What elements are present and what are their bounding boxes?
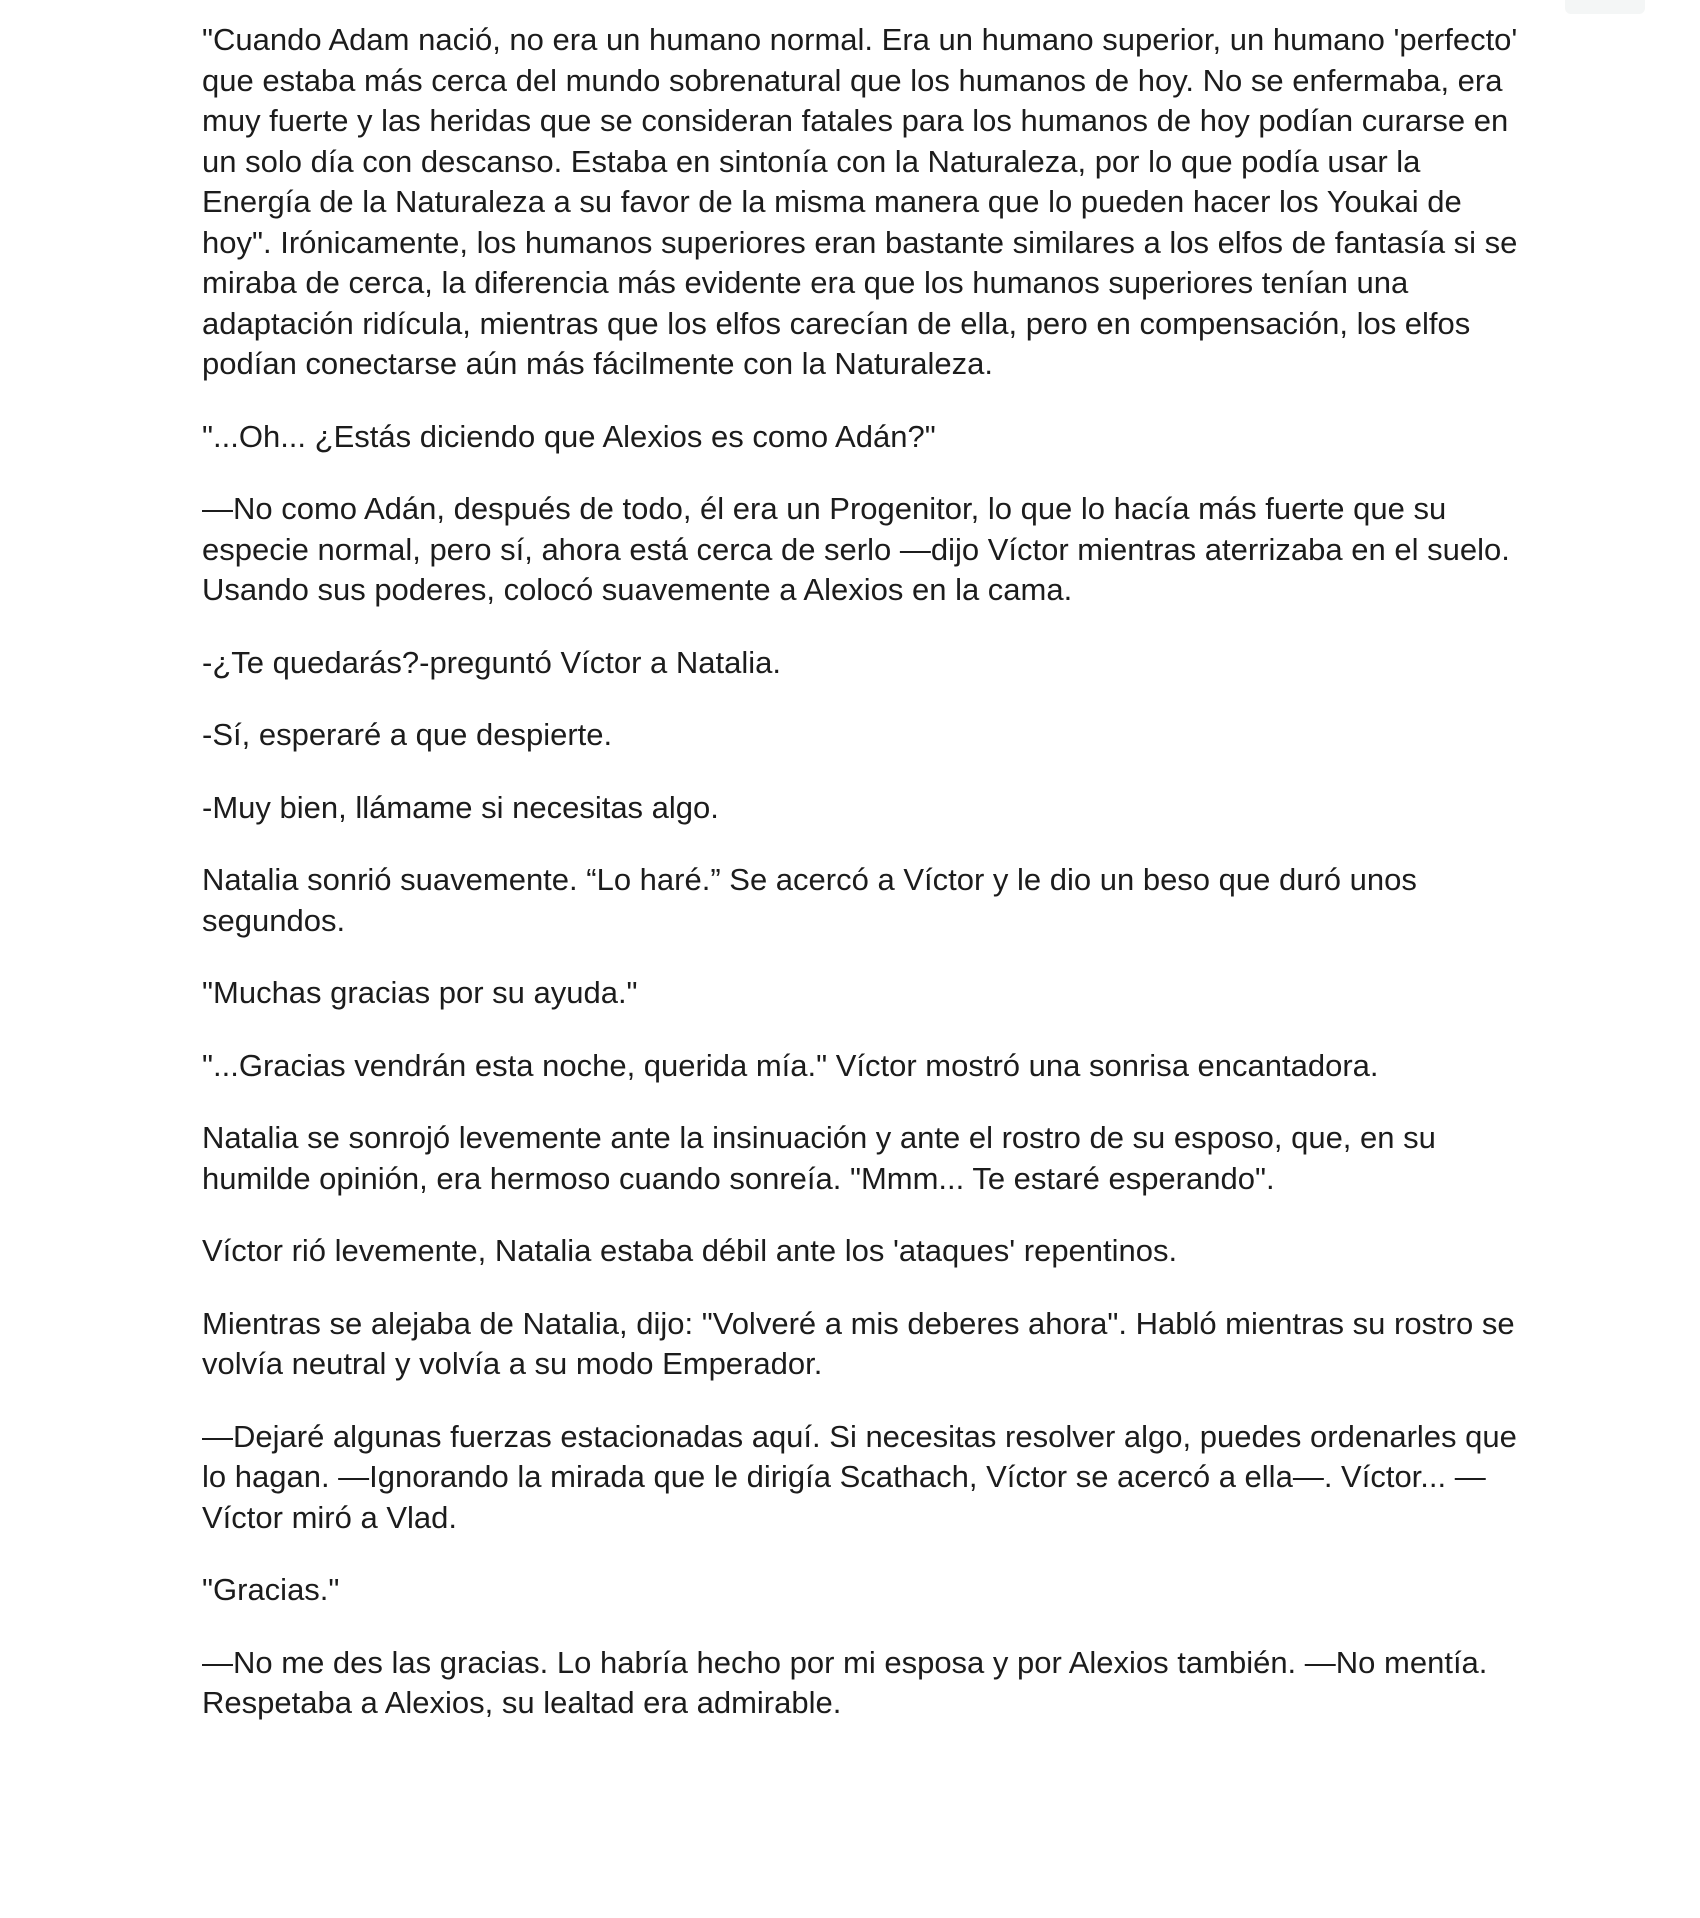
- paragraph-10: Natalia se sonrojó levemente ante la insinuación y ante el rostro de su esposo, que, en su humilde opinión, era hermoso cuando sonreía. "Mmm... Te estaré esperando".: [202, 1120, 1436, 1196]
- paragraph-11: Víctor rió levemente, Natalia estaba débil ante los 'ataques' repentinos.: [202, 1233, 1178, 1268]
- paragraph-6: -Muy bien, llámame si necesitas algo.: [202, 789, 719, 825]
- paragraph-9: "...Gracias vendrán esta noche, querida mía." Víctor mostró una sonrisa encantadora.: [202, 1047, 1379, 1083]
- paragraph-7: Natalia sonrió suavemente. “Lo haré.” Se acercó a Víctor y le dio un beso que duró unos segundos.: [202, 862, 1417, 938]
- paragraph-12: Mientras se alejaba de Natalia, dijo: "Volveré a mis deberes ahora". Habló mientras su rostro se volvía neutral y volvía a su modo Emperador.: [202, 1305, 1515, 1381]
- paragraph-5: -Sí, esperaré a que despierte.: [202, 717, 613, 752]
- page-corner-tab: [1565, 0, 1645, 14]
- paragraph-13: —Dejaré algunas fuerzas estacionadas aquí. Si necesitas resolver algo, puedes ordenarles que lo hagan. —Ignorando la mirada que le dirigía Scathach, Víctor se acercó a ella—. Víctor... —Víctor miró a Vlad.: [202, 1418, 1517, 1535]
- document-page: [202, 20, 1532, 1756]
- paragraph-3: —No como Adán, después de todo, él era un Progenitor, lo que lo hacía más fuerte que su especie normal, pero sí, ahora está cerca de serlo —dijo Víctor mientras aterrizaba en el suelo. Usando sus poderes, colocó suavemente a Alexios en la cama.: [202, 491, 1510, 607]
- paragraph-8: "Muchas gracias por su ayuda.": [202, 975, 638, 1010]
- paragraph-15: —No me des las gracias. Lo habría hecho por mi esposa y por Alexios también. —No mentía. Respetaba a Alexios, su lealtad era admirable.: [202, 1644, 1488, 1720]
- paragraph-4: -¿Te quedarás?-preguntó Víctor a Natalia.: [202, 644, 781, 680]
- paragraph-2: "...Oh... ¿Estás diciendo que Alexios es como Adán?": [202, 418, 936, 454]
- paragraph-1: "Cuando Adam nació, no era un humano normal. Era un humano superior, un humano 'perfecto' que estaba más cerca del mundo sobrenatural que los humanos de hoy. No se enfermaba, era muy fuerte y las heridas que se consideran fatales para los humanos de hoy podían curarse en un solo día con descanso. Estaba en sintonía con la Naturaleza, por lo que podía usar la Energía de la Naturaleza a su favor de la misma manera que lo pueden hacer los Youkai de hoy". Irónicamente, los humanos superiores eran bastante similares a los elfos de fantasía si se miraba de cerca, la diferencia más evidente era que los humanos superiores tenían una adaptación ridícula, mientras que los elfos carecían de ella, pero en compensación, los elfos podían conectarse aún más fácilmente con la Naturaleza.: [202, 22, 1518, 381]
- paragraph-14: "Gracias.": [202, 1572, 340, 1607]
